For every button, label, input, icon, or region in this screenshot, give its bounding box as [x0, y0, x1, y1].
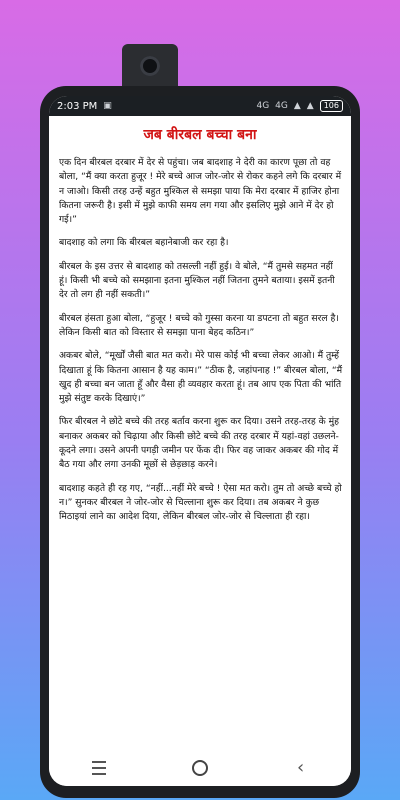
network-4g-icon-2: 4G	[275, 101, 288, 111]
recent-apps-button[interactable]	[79, 757, 119, 779]
story-paragraph: बादशाह को लगा कि बीरबल बहानेबाजी कर रहा है।	[59, 237, 229, 249]
story-paragraph: अकबर बोले, “मूर्खों जैसी बात मत करो। मेरे पास कोई भी बच्चा लेकर आओ। मैं तुम्हें दिखाता हूं कि कितना आसान है यह काम।” “ठीक है, जहांपनाह !” बीरबल बोला, “मैं खुद ही बच्चा बन जाता हूँ और वैसा ही व्यवहार करता हूं। तब आप एक पिता की भांति मुझे संतुष्ट करके दिखाएं।”	[59, 350, 343, 405]
back-icon: ‹	[297, 757, 305, 778]
menu-icon	[92, 761, 106, 775]
popup-camera	[122, 44, 178, 88]
status-bar	[49, 96, 351, 116]
status-time: 2:03 PM	[57, 100, 98, 112]
story-paragraph: बीरबल के इस उत्तर से बादशाह को तसल्ली नहीं हुई। वे बोले, “मैं तुमसे सहमत नहीं हूं। किसी भी बच्चे को समझाना इतना मुश्किल नहीं जितना तुमने बताया। इसमें इतनी देर तो लग ही नहीं सकती।”	[59, 260, 335, 301]
story-paragraph: बादशाह कहते ही रह गए, “नहीं...नहीं मेरे बच्चे ! ऐसा मत करो। तुम तो अच्छे बच्चे हो न।” सुनकर बीरबल ने जोर-जोर से चिल्लाना शुरू कर दिया। तब अकबर ने कुछ मिठाइयां लाने का आदेश दिया, लेकिन बीरबल जोर-जोर से चिल्लाता ही रहा।	[59, 482, 342, 523]
notification-icon: ▣	[103, 101, 112, 111]
navigation-bar	[49, 750, 351, 786]
story-paragraph: एक दिन बीरबल दरबार में देर से पहुंचा। जब बादशाह ने देरी का कारण पूछा तो वह बोला, “मैं क्या करता हुजूर ! मेरे बच्चे आज जोर-जोर से रोकर कहने लगे कि दरबार में न जाओ। किसी तरह उन्हें बहुत मुश्किल से समझा पाया कि मेरा दरबार में हाजिर होना कितना जरूरी है। इसी में मुझे काफी समय लग गया और इसलिए मुझे आने में देर हो गई।”	[59, 157, 342, 226]
phone-frame	[40, 86, 360, 798]
network-4g-icon: 4G	[256, 101, 270, 111]
home-icon	[192, 760, 208, 776]
signal-icon-2: ▲	[306, 101, 314, 111]
home-button[interactable]	[180, 757, 220, 779]
signal-icon: ▲	[293, 101, 301, 111]
phone-screen	[49, 96, 351, 786]
story-paragraph: बीरबल हंसता हुआ बोला, “हुजूर ! बच्चे को गुस्सा करना या डपटना तो बहुत सरल है। लेकिन किसी बात को विस्तार से समझा पाना बेहद कठिन।”	[59, 312, 339, 338]
story-title: जब बीरबल बच्चा बना	[143, 127, 257, 143]
back-button[interactable]	[281, 757, 321, 779]
camera-lens	[140, 56, 160, 76]
scroll-fade	[49, 726, 351, 740]
battery-icon: 106	[320, 100, 343, 112]
story-content[interactable]	[59, 156, 343, 740]
story-paragraph: फिर बीरबल ने छोटे बच्चे की तरह बर्ताव करना शुरू कर दिया। उसने तरह-तरह के मुंह बनाकर अकबर को चिढ़ाया और किसी छोटे बच्चे की तरह दरबार में यहां-वहां उछलने-कूदने लगा। उसने अपनी पगड़ी जमीन पर फेंक दी। फिर वह जाकर अकबर की गोद में बैठ गया और लगा उनकी मूछों से छेड़छाड़ करने।	[59, 416, 340, 471]
